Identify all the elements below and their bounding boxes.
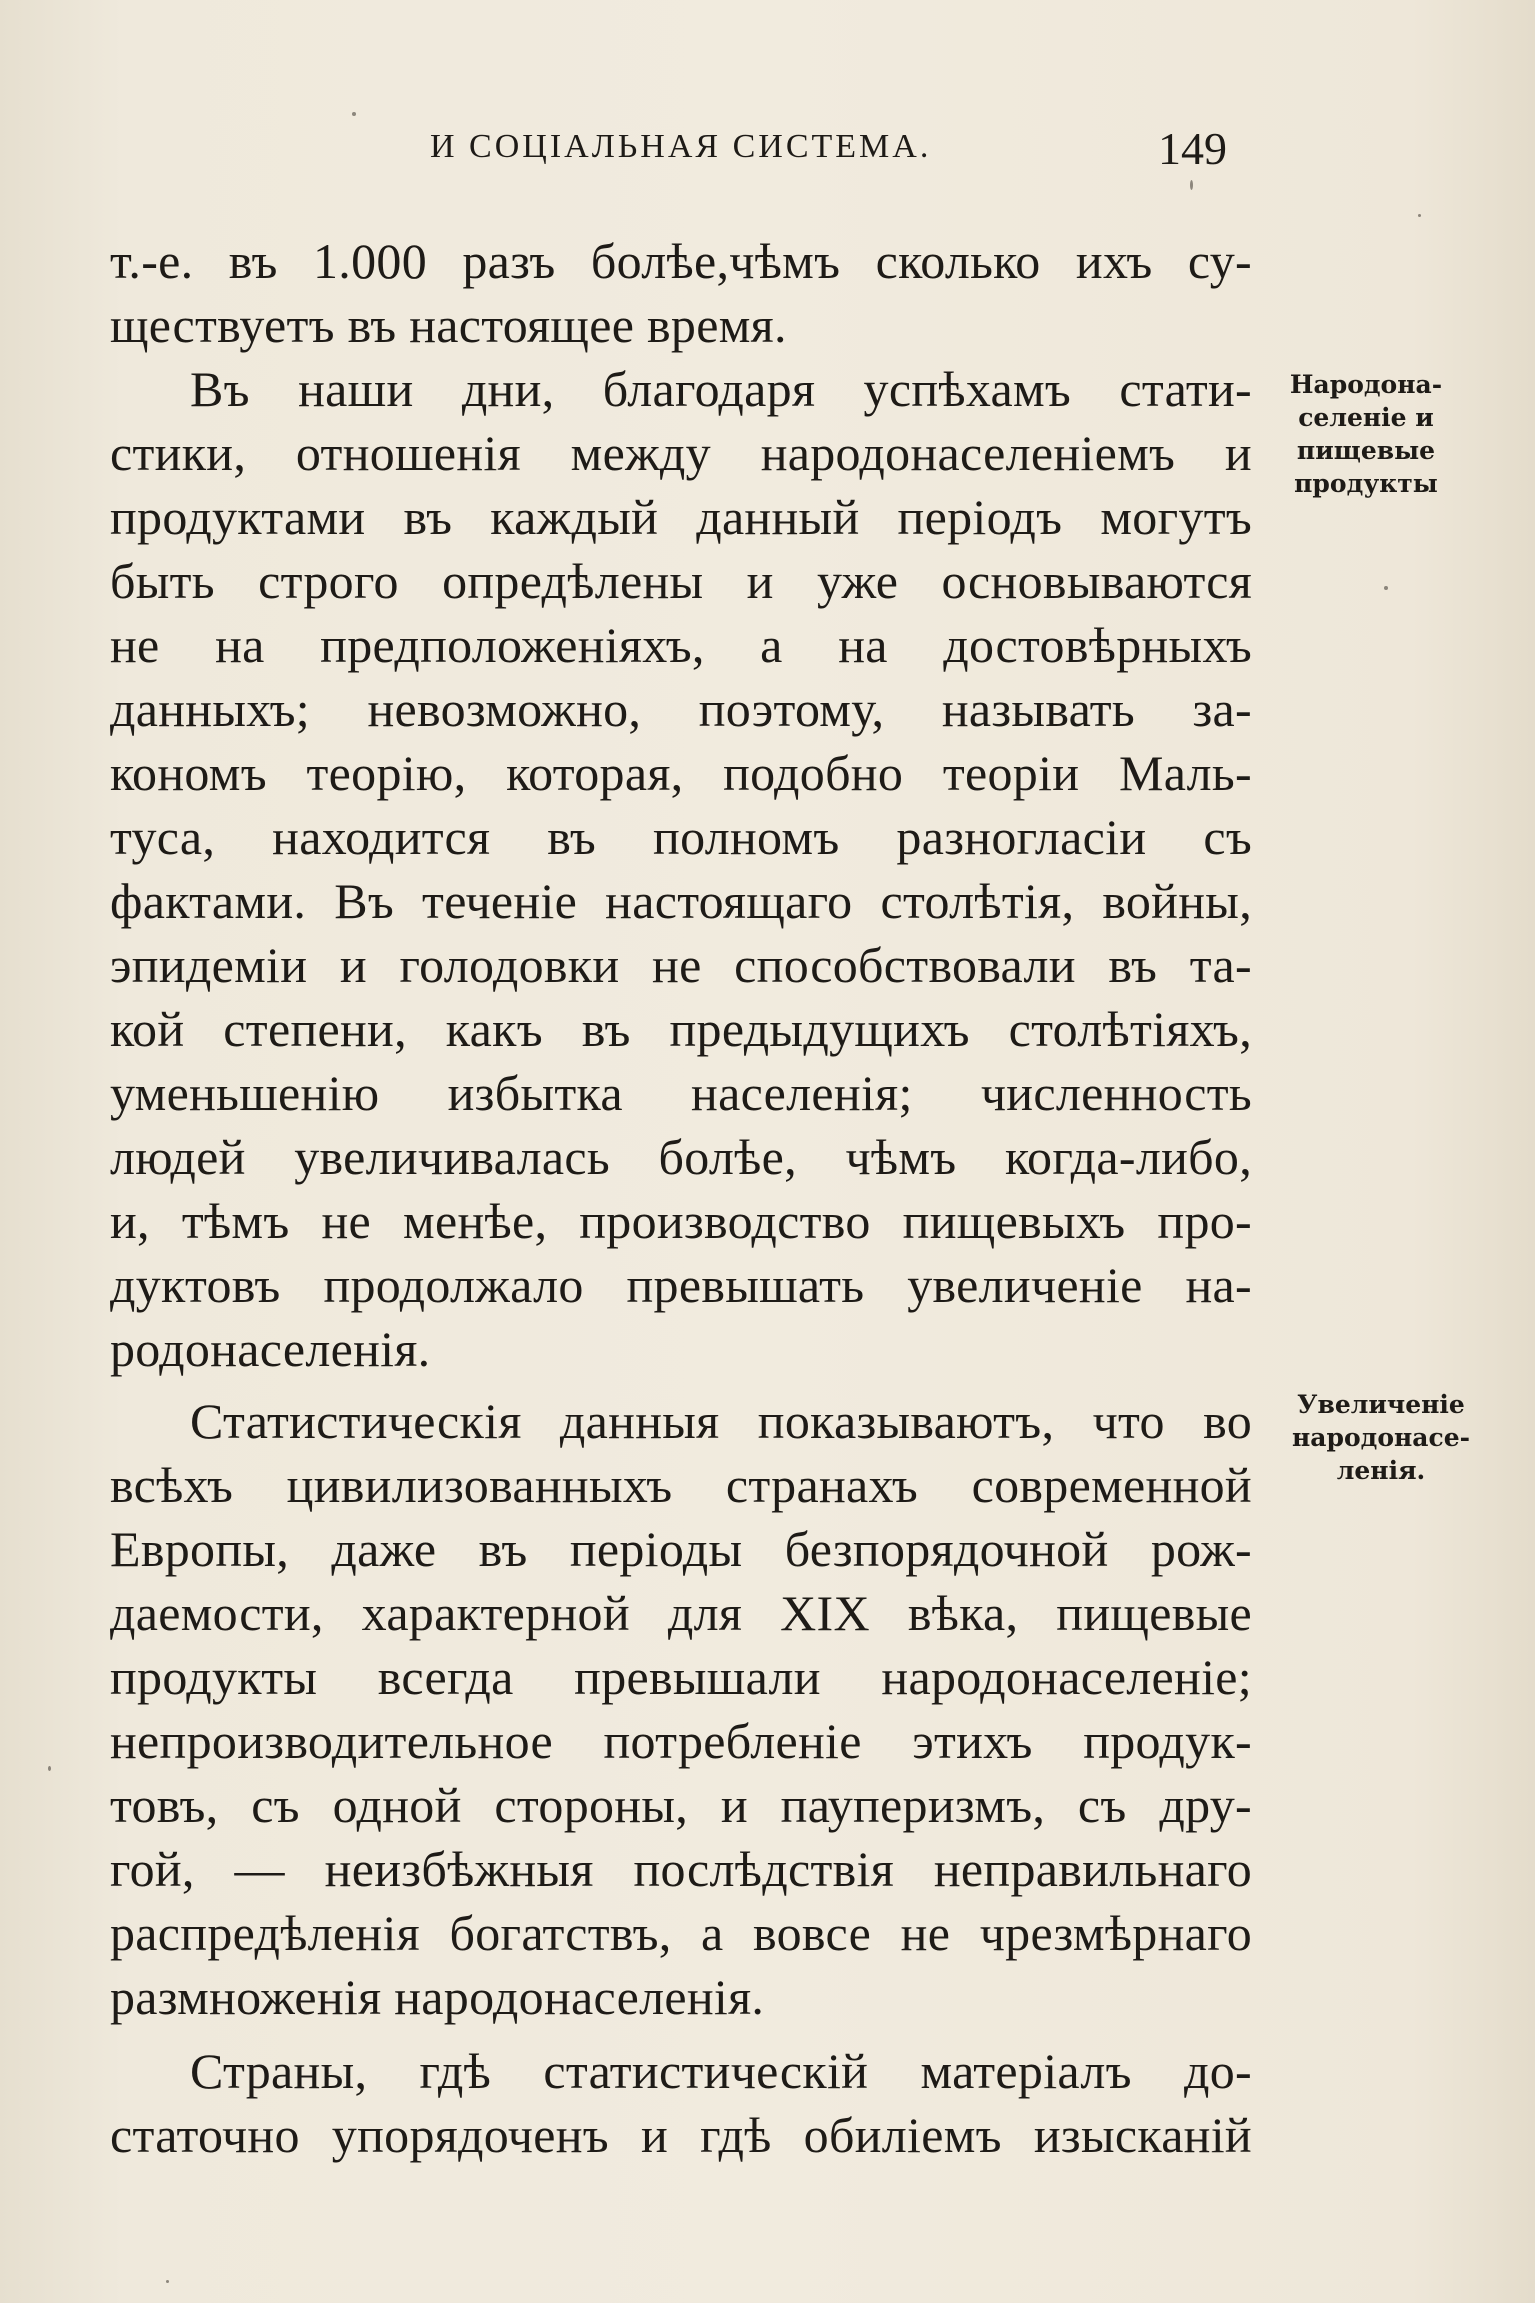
margin-note-line: народонасе- — [1292, 1423, 1470, 1452]
text-line: фактами. Въ теченіе настоящаго столѣтія, войны, — [110, 873, 1252, 929]
text-line: продуктами въ каждый данный періодъ могутъ — [110, 489, 1252, 545]
margin-note-line: Увеличеніе — [1297, 1390, 1465, 1419]
text-line: людей увеличивалась болѣе, чѣмъ когда-либо, — [110, 1129, 1252, 1185]
running-title: И СОЦІАЛЬНАЯ СИСТЕМА. — [430, 128, 932, 165]
text-line: не на предположеніяхъ, а на достовѣрныхъ — [110, 617, 1252, 673]
text-line: кономъ теорію, которая, подобно теоріи Маль- — [110, 745, 1252, 801]
text-line: и, тѣмъ не менѣе, производство пищевыхъ про- — [110, 1193, 1252, 1249]
text-line: быть строго опредѣлены и уже основываются — [110, 553, 1252, 609]
text-line: эпидеміи и голодовки не способствовали въ та- — [110, 937, 1252, 993]
text-line: распредѣленія богатствъ, а вовсе не чрезмѣрнаго — [110, 1905, 1252, 1961]
margin-note-line: ленія. — [1336, 1456, 1426, 1485]
paper-speck — [48, 1766, 51, 1771]
margin-note-population-growth — [1282, 1388, 1480, 1487]
paragraph-start-line: Статистическія данныя показываютъ, что во — [190, 1393, 1252, 1449]
text-line: родонаселенія. — [110, 1321, 431, 1377]
text-line: размноженія народонаселенія. — [110, 1969, 765, 2025]
text-line: товъ, съ одной стороны, и пауперизмъ, съ дру- — [110, 1777, 1252, 1833]
margin-note-line: Народона- — [1289, 370, 1443, 399]
page-number: 149 — [1158, 123, 1227, 174]
margin-note-population-and-food — [1276, 368, 1456, 500]
paper-speck — [1384, 586, 1388, 590]
text-line: гой, — неизбѣжныя послѣдствія неправильнаго — [110, 1841, 1252, 1897]
margin-note-line: селеніе и — [1298, 403, 1434, 432]
text-line: всѣхъ цивилизованныхъ странахъ современной — [110, 1457, 1252, 1513]
paper-speck — [1418, 214, 1421, 217]
paragraph-start-line: Въ наши дни, благодаря успѣхамъ стати- — [190, 361, 1252, 417]
text-line: статочно упорядоченъ и гдѣ обиліемъ изысканій — [110, 2107, 1252, 2163]
margin-note-line: продукты — [1294, 469, 1438, 498]
paper-speck — [166, 2280, 169, 2283]
text-line: уменьшенію избытка населенія; численность — [110, 1065, 1252, 1121]
text-line: дуктовъ продолжало превышать увеличеніе на- — [110, 1257, 1252, 1313]
text-line: ществуетъ въ настоящее время. — [110, 297, 787, 353]
text-line: туса, находится въ полномъ разногласіи съ — [110, 809, 1252, 865]
paper-speck — [352, 112, 356, 116]
paper-speck — [1190, 180, 1193, 190]
text-line: данныхъ; невозможно, поэтому, называть за- — [110, 681, 1252, 737]
text-line: т.-е. въ 1.000 разъ болѣе,чѣмъ сколько ихъ су- — [110, 233, 1252, 289]
paragraph-start-line: Страны, гдѣ статистическій матеріалъ до- — [190, 2043, 1252, 2099]
text-line: продукты всегда превышали народонаселеніе; — [110, 1649, 1252, 1705]
text-line: стики, отношенія между народонаселеніемъ и — [110, 425, 1252, 481]
text-line: Европы, даже въ періоды безпорядочной рож- — [110, 1521, 1252, 1577]
text-line: даемости, характерной для XIX вѣка, пищевые — [110, 1585, 1252, 1641]
text-line: непроизводительное потребленіе этихъ продук- — [110, 1713, 1252, 1769]
text-line: кой степени, какъ въ предыдущихъ столѣтіяхъ, — [110, 1001, 1252, 1057]
margin-note-line: пищевые — [1296, 436, 1436, 465]
